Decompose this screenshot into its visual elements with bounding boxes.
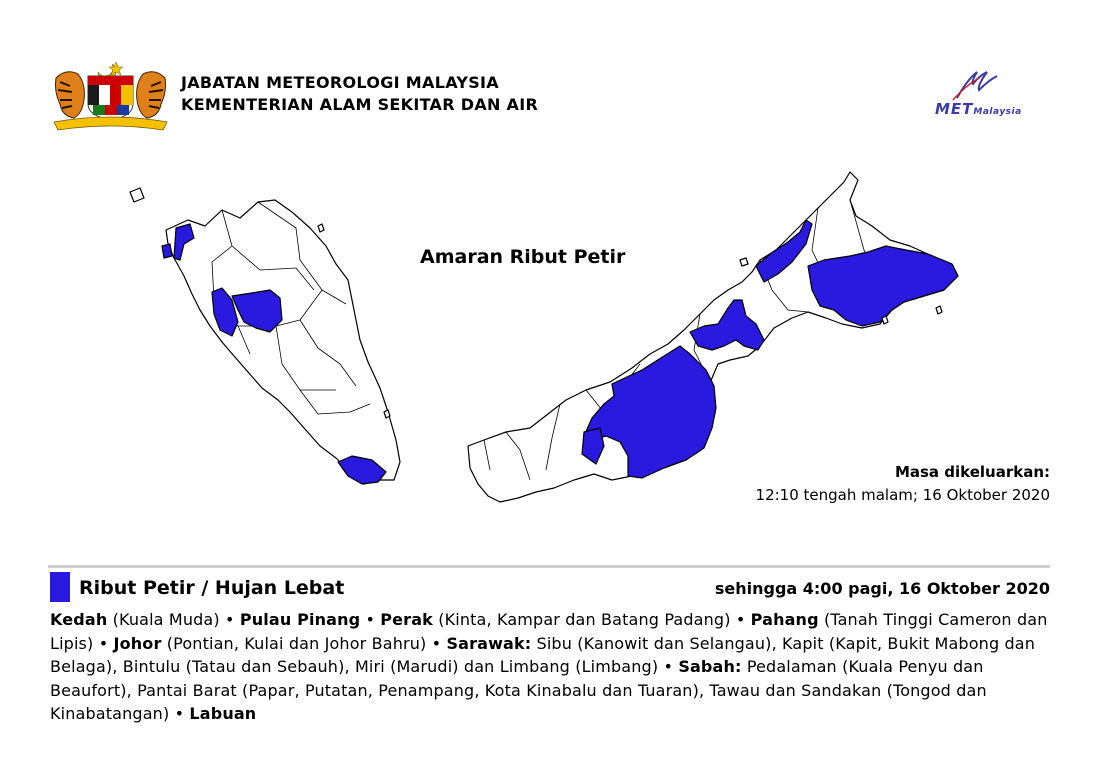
area-detail: (Kinta, Kampar dan Batang Padang) [432,610,731,629]
peninsular-malaysia [166,200,400,484]
map-title: Amaran Ribut Petir [420,246,626,268]
affected-areas [50,608,1048,726]
area-separator: • [658,657,679,676]
area-separator: • [360,610,381,629]
issued-time [756,461,1050,507]
area-separator: • [426,633,447,653]
highlight-pulau-pinang [162,244,172,258]
area-state: Sarawak: [446,633,532,653]
area-state: Johor [113,633,162,653]
legend-swatch [50,572,70,602]
issued-label: Masa dikeluarkan: [894,463,1050,481]
area-state: Pulau Pinang [239,610,361,629]
area-state: Kedah [50,610,108,629]
valid-until: sehingga 4:00 pagi, 16 Oktober 2020 [714,579,1050,598]
area-detail: (Tanah Tinggi Cameron dan Lipis) [50,610,1048,653]
area-detail: (Pontian, Kulai dan Johor Bahru) [161,633,427,653]
met-malaysia-logo [935,66,1050,126]
agency-line-2: KEMENTERIAN ALAM SEKITAR DAN AIR [181,95,539,114]
divider [48,565,1050,568]
legend-label: Ribut Petir / Hujan Lebat [79,577,345,599]
agency-line-1: JABATAN METEOROLOGI MALAYSIA [181,73,499,92]
area-state: Sabah: [678,657,742,676]
area-detail: (Kuala Muda) [107,610,220,629]
area-detail: Pedalaman (Kuala Penyu dan Beaufort), Pantai Barat (Papar, Putatan, Penampang, Kota Kinabalu dan Tuaran), Tawau dan Sandakan (Tongod dan Kinabatangan) [50,657,987,723]
logo-text-sub: Malaysia [973,107,1022,117]
agency-name [181,72,538,116]
area-separator: • [169,704,190,723]
logo-text-main: MET [935,100,974,118]
area-state: Labuan [189,704,257,723]
area-separator: • [93,633,114,653]
area-separator: • [219,610,240,629]
header [48,58,1058,138]
issued-value: 12:10 tengah malam; 16 Oktober 2020 [755,486,1050,504]
malaysia-coat-of-arms-icon [48,58,173,133]
area-state: Perak [380,610,433,629]
area-separator: • [730,610,751,629]
area-state: Pahang [750,610,819,629]
area-detail: Sibu (Kanowit dan Selangau), Kapit (Kapit, Bukit Mabong dan Belaga), Bintulu (Tatau dan Sebauh), Miri (Marudi) dan Limbang (Limbang) [50,633,1036,676]
